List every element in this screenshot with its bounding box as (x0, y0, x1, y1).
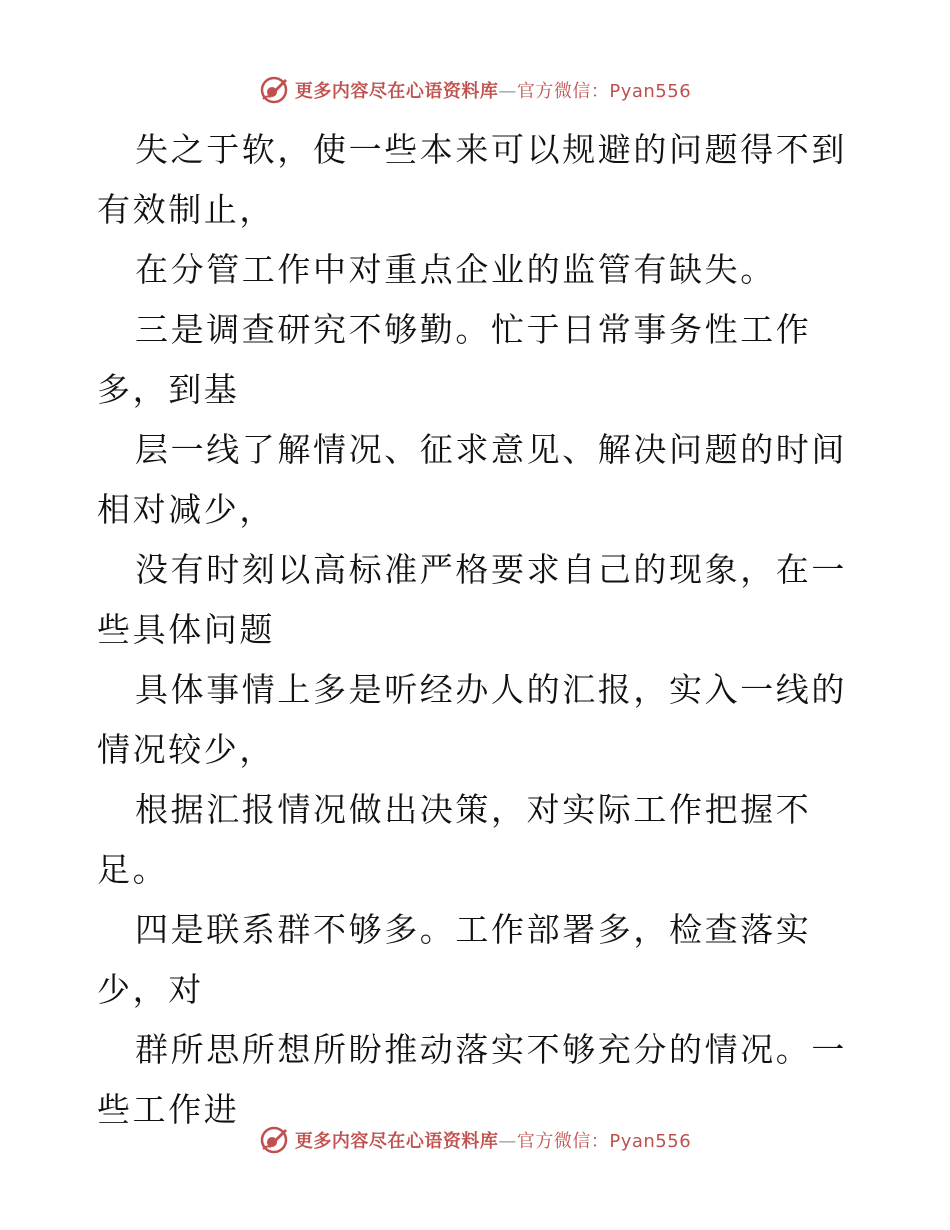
header-banner (0, 72, 950, 108)
paragraph-4: 层一线了解情况、征求意见、解决问题的时间相对减少， (97, 430, 847, 529)
header-wechat-id: Pyan556 (609, 81, 692, 102)
document-body (97, 120, 857, 1140)
paragraph-9: 群所思所想所盼推动落实不够充分的情况。一些工作进 (97, 1030, 847, 1129)
footer-dash: — (498, 1131, 517, 1152)
paragraph-6: 具体事情上多是听经办人的汇报，实入一线的情况较少， (97, 670, 847, 769)
paragraph-2: 在分管工作中对重点企业的监管有缺失。 (135, 250, 776, 289)
footer-text (295, 1127, 691, 1153)
paragraph-1: 失之于软，使一些本来可以规避的问题得不到有效制止， (97, 130, 847, 229)
paragraph-3: 三是调查研究不够勤。忙于日常事务性工作多，到基 (97, 310, 812, 409)
paragraph-5: 没有时刻以高标准严格要求自己的现象，在一些具体问题 (97, 550, 847, 649)
header-dash: — (498, 81, 517, 102)
paragraph-7: 根据汇报情况做出决策，对实际工作把握不足。 (97, 790, 812, 889)
footer-wechat-id: Pyan556 (609, 1131, 692, 1152)
header-lead: 更多内容尽在心语资料库 (294, 81, 499, 102)
pen-logo-icon (259, 1125, 289, 1155)
footer-lead: 更多内容尽在心语资料库 (294, 1131, 499, 1152)
footer-label: 官方微信： (516, 1131, 610, 1152)
pen-logo-icon (259, 75, 289, 105)
header-label: 官方微信： (516, 81, 610, 102)
footer-banner (0, 1122, 950, 1158)
header-text (295, 77, 691, 103)
paragraph-8: 四是联系群不够多。工作部署多，检查落实少，对 (97, 910, 812, 1009)
